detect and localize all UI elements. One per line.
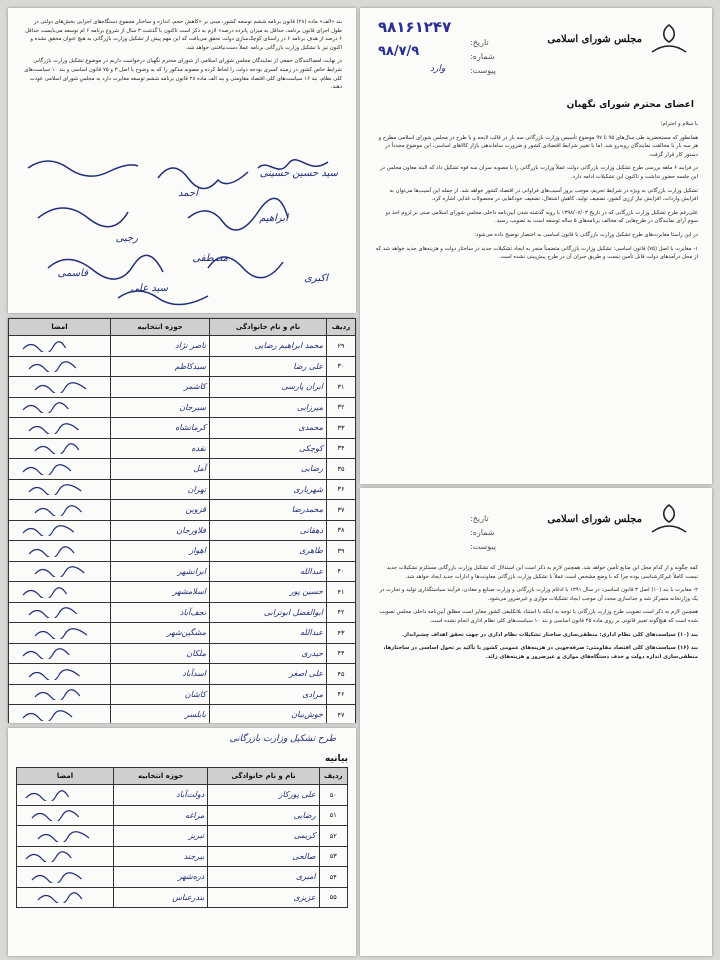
row-index: ۳۱ (327, 377, 356, 398)
district-name: ملکان (111, 643, 210, 664)
member-name: خوش‌بیان (210, 705, 327, 724)
signature-scribble (17, 422, 107, 434)
member-name: ایران پارسی (210, 377, 327, 398)
signature-cell (17, 867, 114, 888)
handwritten-date: ۹۸/۷/۹ (378, 44, 420, 59)
signature-cell (17, 826, 114, 847)
signature-cell (9, 602, 111, 623)
table-row (9, 356, 356, 377)
district-name: کاشمر (111, 377, 210, 398)
signature-scribble (17, 524, 107, 536)
member-name: علی پورکار (208, 785, 319, 806)
signature-cell (9, 459, 111, 480)
table-row (9, 500, 356, 521)
member-name: دهقانی (210, 520, 327, 541)
letter-body-3 (22, 18, 342, 97)
table-row (17, 867, 348, 888)
district-name: کاشان (111, 684, 210, 705)
signature-scribble (17, 545, 107, 557)
district-name: نقده (111, 438, 210, 459)
table-row (9, 684, 356, 705)
signature-scribble (17, 565, 107, 577)
signature: مصطفی (192, 253, 228, 264)
paragraph: در فرایند ۶ ماهه بررسی طرح تشکیل وزارت بازرگانی دولت عملاً وزارت بازرگانی را با مصوبه سران سه قوه تشکیل داد که البته معاون مجلس در این جلسه حضور نداشت و تاکنون این تشکیلات ادامه دارد. (380, 165, 698, 180)
signature-scribble (20, 850, 110, 862)
member-name: طاهری (210, 541, 327, 562)
letter-body-1 (374, 120, 698, 267)
signature: رجبی (115, 233, 138, 244)
member-name: عبدالله (210, 561, 327, 582)
paragraph: همچنین لازم به ذکر است تصویب طرح وزارت بازرگانی با توجه به اینکه با استناد بلاتکلیفی کشور مغایر است مطلق آیین‌نامه داخلی مجلس تصویب شده است که هیچ‌گونه تغییر قانونی بر روی ماده ۴۵ قانون اساسی و بند ۱۰ سیاست‌های کلی نظام اداری انجام نشده است. (379, 609, 698, 624)
member-name: رضایی (208, 805, 319, 826)
row-index: ۴۷ (327, 705, 356, 724)
letterhead-org: مجلس شورای اسلامی (547, 514, 642, 525)
signature-cell (9, 500, 111, 521)
table-row (9, 623, 356, 644)
letter-title: اعضای محترم شورای نگهبان (566, 100, 694, 110)
row-index: ۳۷ (327, 500, 356, 521)
table-row (9, 561, 356, 582)
district-name: بیرجند (114, 846, 208, 867)
district-name: سیرجان (111, 397, 210, 418)
statement-heading: بیانیه (325, 754, 348, 764)
member-name: حیدری (210, 643, 327, 664)
signature-table (8, 318, 356, 723)
signature-cell (9, 541, 111, 562)
signature-cell (9, 582, 111, 603)
signature-cell (9, 684, 111, 705)
signature: قاسمی (57, 268, 88, 279)
signature-cell (9, 561, 111, 582)
district-name: اسدآباد (111, 664, 210, 685)
paragraph: همانطور که مستحضرید طی سال‌های ۹۵ تا ۹۷ موضوع تأسیس وزارت بازرگانی سه بار در قالب لایحه و یا طرح در مجلس شورای اسلامی مطرح و هر سه بار با مخالفت نمایندگان روبه‌رو شد. اما با تغییر شرایط اقتصادی کشور و ضرورت ساماندهی بازار کالاهای اساسی، این موضوع مجدداً در دستور کار قرار گرفت. (378, 134, 698, 158)
district-name: اسلامشهر (111, 582, 210, 603)
row-index: ۴۴ (327, 643, 356, 664)
paragraph: ۱- مغایرت با اصل (۷۵) قانون اساسی: تشکیل وزارت بازرگانی متضمناً منجر به ایجاد تشکیلات جدید در ساختار دولت و هزینه‌های جدید خواهد شد که از محل درآمدهای دولت قابل تأمین نیست و طریق جبران آن در طرح پیش‌بینی نشده است. (375, 245, 698, 261)
paragraph: کمه چگونه و از کدام محل این منابع تأمین خواهد شد. همچنین لازم به ذکر است این استدلال که تشکیل وزارت بازرگانی مستلزم تشکیلات جدید نیست کاملاً غیرکارشناسی بوده چرا که با وضع مشخص است عملاً با تشکیل وزارت بازرگانی معاونت‌ها و ادارات جدید ایجاد خواهد شد. (386, 565, 698, 580)
signature-scribble (17, 647, 107, 659)
member-name: حسین پور (210, 582, 327, 603)
row-index: ۵۰ (319, 785, 347, 806)
signature-scribble (17, 709, 107, 721)
number-label: شماره: (470, 52, 495, 61)
paragraph: در این راستا مغایرت‌های طرح تشکیل وزارت بازرگانی با قانون اساسی به اختصار توضیح داده می‌شود: (474, 231, 698, 238)
col-header-index: ردیف (319, 768, 347, 785)
row-index: ۳۸ (327, 520, 356, 541)
table-row (9, 418, 356, 439)
member-name: شهریاری (210, 479, 327, 500)
col-header-name: نام و نام خانوادگی (210, 319, 327, 336)
table-row (9, 705, 356, 724)
signature-scribble (17, 401, 107, 413)
row-index: ۳۰ (327, 356, 356, 377)
member-name: امیری (208, 867, 319, 888)
row-index: ۵۲ (319, 826, 347, 847)
table-row (9, 541, 356, 562)
member-name: کوچکی (210, 438, 327, 459)
signature-names (28, 158, 348, 308)
table-row (17, 826, 348, 847)
row-index: ۳۳ (327, 418, 356, 439)
district-name: قزوین (111, 500, 210, 521)
col-header-signature: امضا (9, 319, 111, 336)
date-label: تاریخ: (470, 514, 489, 523)
letterhead-org: مجلس شورای اسلامی (547, 34, 642, 45)
signature-cell (17, 887, 114, 908)
signature-cell (9, 479, 111, 500)
col-header-index: ردیف (327, 319, 356, 336)
signature-scribble (17, 606, 107, 618)
statement-note: طرح تشکیل وزارت بازرگانی (229, 734, 336, 744)
table-header-row (17, 768, 348, 785)
signature-scribble (20, 789, 110, 801)
stamp-note: وارد (430, 64, 446, 74)
statement-page (8, 728, 356, 956)
col-header-signature: امضا (17, 768, 114, 785)
row-index: ۴۳ (327, 623, 356, 644)
table-row (9, 438, 356, 459)
signature-cell (17, 805, 114, 826)
signature-scribble (20, 891, 110, 903)
table-row (17, 785, 348, 806)
signature: اکبری (304, 273, 328, 284)
signature-cell (9, 356, 111, 377)
member-name: صالحی (208, 846, 319, 867)
member-name: میرزایی (210, 397, 327, 418)
signature-scribble (17, 442, 107, 454)
district-name: بندرعباس (114, 887, 208, 908)
col-header-district: حوزه انتخابیه (114, 768, 208, 785)
signature-table-2 (16, 767, 348, 908)
letter-page-2 (360, 488, 712, 956)
parliament-emblem-icon (642, 22, 696, 56)
district-name: مراغه (114, 805, 208, 826)
district-name: بابلسر (111, 705, 210, 724)
row-index: ۴۱ (327, 582, 356, 603)
district-name: فلاورجان (111, 520, 210, 541)
signature-cell (9, 643, 111, 664)
table-row (9, 397, 356, 418)
greeting: با سلام و احترام؛ (660, 121, 698, 127)
table-row (17, 805, 348, 826)
table-row (9, 602, 356, 623)
signature: احمد (178, 188, 198, 199)
row-index: ۵۳ (319, 846, 347, 867)
signature-scribble (17, 586, 107, 598)
district-name: سیدکاظم (111, 356, 210, 377)
table-row (9, 643, 356, 664)
table-body (17, 785, 348, 908)
table-row (9, 664, 356, 685)
attachment-label: پیوست: (470, 542, 497, 551)
district-name: نجف‌آباد (111, 602, 210, 623)
row-index: ۵۵ (319, 887, 347, 908)
district-name: تهران (111, 479, 210, 500)
signature-cell (9, 705, 111, 724)
signature-scribble (17, 688, 107, 700)
member-name: ابوالفضل ابوترابی (210, 602, 327, 623)
attachment-label: پیوست: (470, 66, 497, 75)
paragraph: تشکیل وزارت بازرگانی به ویژه در شرایط تحریم، موجب بروز آسیب‌های فراوانی در اقتصاد کشور خواهد شد. از جمله این آسیب‌ها می‌توان به افزایش واردات، افزایش نیاز ارزی کشور، تضعیف تولید، کاهش اشتغال، تضعیف خودکفایی در محصولات غذایی اشاره کرد. (389, 187, 698, 203)
signature-scribble (17, 463, 107, 475)
table-row (9, 459, 356, 480)
table-row (17, 887, 348, 908)
signature-scribble (17, 504, 107, 516)
date-label: تاریخ: (470, 38, 489, 47)
district-name: دولت‌آباد (114, 785, 208, 806)
signature-scribble (17, 360, 107, 372)
letter-page-1 (360, 8, 712, 484)
paragraph: بند (۱۰) سیاست‌های کلی نظام اداری: منطقی‌سازی ساختار تشکیلات نظام اداری در جهت تحقق اهداف چشم‌انداز. (402, 631, 698, 638)
district-name: ناصر نژاد (111, 336, 210, 357)
row-index: ۴۲ (327, 602, 356, 623)
signature-scribble (20, 809, 110, 821)
row-index: ۵۴ (319, 867, 347, 888)
signature-cell (9, 336, 111, 357)
signature-scribble (20, 871, 110, 883)
signature-cell (9, 418, 111, 439)
row-index: ۳۹ (327, 541, 356, 562)
signature: سید علی (130, 283, 168, 294)
district-name: آمل (111, 459, 210, 480)
number-label: شماره: (470, 528, 495, 537)
table-row (9, 479, 356, 500)
district-name: مشگین‌شهر (111, 623, 210, 644)
parliament-emblem-icon (642, 502, 696, 536)
signature-scribble (20, 830, 110, 842)
paragraph: بند (۱۶) سیاست‌های کلی اقتصاد مقاومتی: صرفه‌جویی در هزینه‌های عمومی کشور با تأکید بر تحول اساسی در ساختارها، منطقی‌سازی اندازه دولت و حذف دستگاه‌های موازی و غیرضرور و هزینه‌های زائد. (383, 645, 698, 660)
signature-cell (9, 438, 111, 459)
table-row (9, 377, 356, 398)
letter-page-3 (8, 8, 356, 313)
signature: سید حسین حسینی (259, 168, 338, 179)
district-name: دره‌شهر (114, 867, 208, 888)
district-name: اهواز (111, 541, 210, 562)
signature-cell (17, 846, 114, 867)
row-index: ۴۶ (327, 684, 356, 705)
member-name: عبدالله (210, 623, 327, 644)
signature-cell (17, 785, 114, 806)
signature-scribble (17, 483, 107, 495)
table-header-row (9, 319, 356, 336)
signature-scribble (17, 668, 107, 680)
letter-body-2 (374, 564, 698, 666)
row-index: ۳۲ (327, 397, 356, 418)
row-index: ۳۵ (327, 459, 356, 480)
signature-scribble (17, 381, 107, 393)
signature-scribble (17, 627, 107, 639)
row-index: ۴۵ (327, 664, 356, 685)
table-row (17, 846, 348, 867)
row-index: ۳۶ (327, 479, 356, 500)
member-name: کریمی (208, 826, 319, 847)
signature-cell (9, 664, 111, 685)
paragraph: علی‌رغم طرح تشکیل وزارت بازرگانی که در تاریخ ۱۳۹۸/۰۷/۰۳ با رویه گذشته شدن آیین‌نامه داخلی مجلس شورای اسلامی مبنی بر لزوم اخذ دو سوم آرای نمایندگان در طرح‌هایی که مخالف برنامه‌های ۵ ساله توسعه است به تصویب رسید. (385, 209, 698, 225)
table-body (9, 336, 356, 724)
signature: ابراهیم (259, 213, 288, 224)
member-name: مرادی (210, 684, 327, 705)
member-name: محمدی (210, 418, 327, 439)
handwritten-number: ۹۸۱۶۱۲۴۷ (378, 18, 452, 36)
signature-cell (9, 397, 111, 418)
signature-table-page (8, 318, 356, 723)
signature-scribble (17, 340, 107, 352)
table-row (9, 582, 356, 603)
row-index: ۳۴ (327, 438, 356, 459)
member-name: عزیزی (208, 887, 319, 908)
row-index: ۲۹ (327, 336, 356, 357)
district-name: کرمانشاه (111, 418, 210, 439)
member-name: رضایی (210, 459, 327, 480)
table-row (9, 520, 356, 541)
col-header-name: نام و نام خانوادگی (208, 768, 319, 785)
paragraph: ۲- مغایرت با بند (۱۰) اصل ۳ قانون اساسی: در سال ۱۳۹۱ با ادغام وزارت بازرگانی و وزارت صنایع و معادن، فرآیند سیاستگذاری تولید و تجارت در یک وزارتخانه متمرکز شد و جداسازی مجدد آن موجب ایجاد تشکیلات موازی و غیرضرور می‌شود. (379, 587, 698, 602)
table-row (9, 336, 356, 357)
row-index: ۵۱ (319, 805, 347, 826)
district-name: ایرانشهر (111, 561, 210, 582)
signature-cell (9, 377, 111, 398)
member-name: علی رضا (210, 356, 327, 377)
paragraph: بند «الف» ماده (۲۸) قانون برنامه ششم توسعه کشور، مبنی بر «کاهش حجم، اندازه و ساختار مجموع دستگاه‌های اجرایی بخش‌های دولتی در طول اجرای قانون برنامه، حداقل به میزان پانزده درصد» لازم به ذکر است تاکنون با گذشت ۳ سال از شروع برنامه ۶ ام توسعه می‌بایست حداقل ۶ درصد از هدف برنامه ۶ در راستای کوچک‌سازی دولت تحقق می‌یافت که این مهم پیش از تشکیل وزارت بازرگانی به هیچ عنوان محقق نشده و اکنون نیز با تشکیل وزارت بازرگانی برنامه عملاً دست‌نیافتنی خواهد شد. (25, 19, 342, 51)
member-name: محمدرضا (210, 500, 327, 521)
member-name: علی اصغر (210, 664, 327, 685)
row-index: ۴۰ (327, 561, 356, 582)
signature-cell (9, 520, 111, 541)
member-name: محمد ابراهیم رضایی (210, 336, 327, 357)
signature-cell (9, 623, 111, 644)
district-name: تبریز (114, 826, 208, 847)
col-header-district: حوزه انتخابیه (111, 319, 210, 336)
paragraph: در نهایت امضاکنندگان جمعی از نمایندگان مجلس شورای اسلامی از شورای محترم نگهبان درخواست داریم در موضوع تشکیل وزارت بازرگانی شرایط خاص کشور در زمینه کسری بودجه دولت را لحاظ کرده و مصوبه مذکور را که به وضوح با اصل ۳ و ۷۵ قانون اساسی و بند ۱۰ سیاست‌های کلی نظام، بند ۱۶ سیاست‌های کلی اقتصاد مقاومتی و بند الف ماده ۲۸ قانون برنامه ششم توسعه مغایرت دارد به مجلس شورای اسلامی عودت دهند. (24, 58, 342, 91)
